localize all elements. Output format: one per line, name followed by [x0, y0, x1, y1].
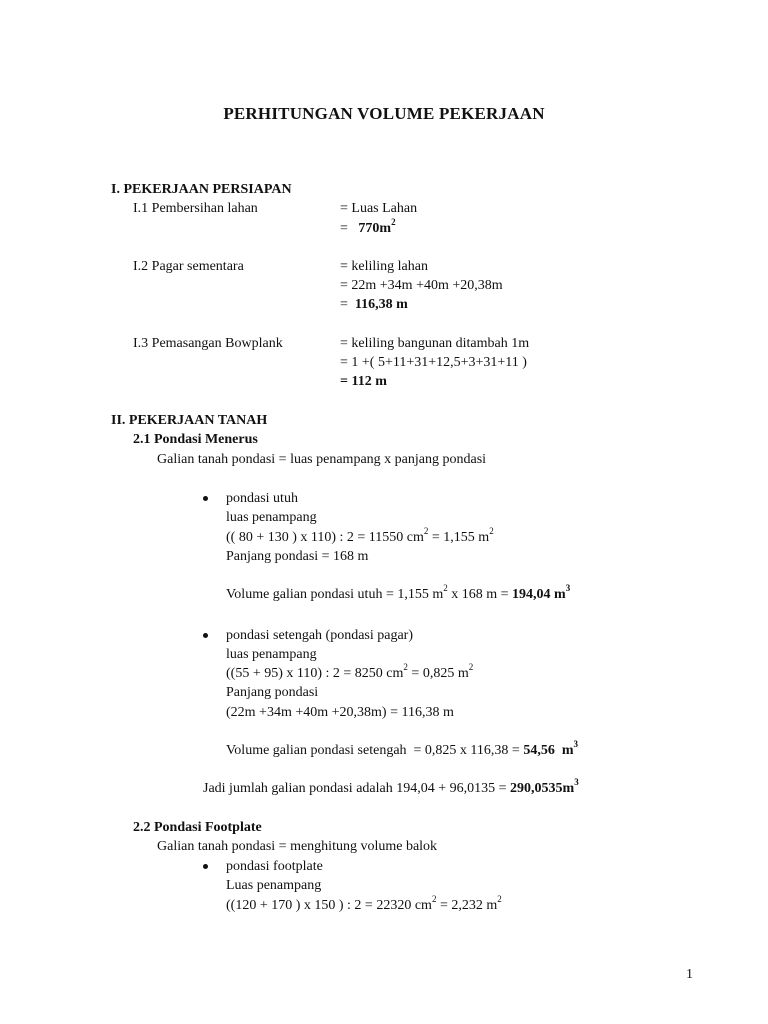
- bullet-2-line-2: ((55 + 95) x 110) : 2 = 8250 $cm^2 = 0,825$ $m^2$: [226, 662, 474, 681]
- bullet-2-title: pondasi setengah (pondasi pagar): [226, 628, 413, 643]
- item-1-2-label: I.2 Pagar sementara: [133, 259, 244, 274]
- bullet-2-volume-result: 54,56 m: [523, 743, 574, 758]
- bullet-1-line-3: Panjang pondasi = 168 m: [226, 549, 369, 564]
- bullet-icon: [203, 864, 208, 869]
- bullet-2-volume: Volume galian pondasi setengah = 0,825 x 116,38 = 54,56 $m^3$: [226, 739, 578, 758]
- item-1-2-eq2: = 22m +34m +40m +20,38m: [340, 278, 503, 293]
- subsection-2-1-intro: Galian tanah pondasi = luas penampang x panjang pondasi: [157, 452, 487, 467]
- item-1-2-result: 116,38 m: [354, 297, 408, 312]
- total-excavation: Jadi jumlah galian pondasi adalah $194,04 + 96,0135 = 290,0535m^3$: [203, 777, 579, 796]
- section-2-heading: II. PEKERJAAN TANAH: [111, 413, 268, 428]
- bullet-1-line-1: luas penampang: [226, 510, 317, 525]
- bullet-3-line-1: Luas penampang: [226, 878, 322, 893]
- item-1-3-eq2: = 1 +( 5+11+31+12,5+3+31+11 ): [340, 355, 527, 370]
- subsection-2-2-intro: Galian tanah pondasi = menghitung volume balok: [157, 839, 438, 854]
- page-number: 1: [686, 967, 693, 982]
- bullet-1-volume: Volume galian pondasi utuh = 1,155 $m^2$ x 168 m = 194,04 $m^3$: [226, 583, 571, 602]
- item-1-1-eq2: = $770m^2$: [340, 217, 396, 236]
- item-1-3-result: = 112 m: [340, 374, 387, 389]
- bullet-icon: [203, 633, 208, 638]
- bullet-2-line-1: luas penampang: [226, 647, 317, 662]
- item-1-2-eq3: = 116,38 m: [340, 297, 408, 312]
- bullet-2-line-4: (22m +34m +40m +20,38m) = 116,38 m: [226, 705, 454, 720]
- subsection-2-1-heading: 2.1 Pondasi Menerus: [133, 432, 258, 447]
- bullet-1-volume-result: 194,04 m: [512, 587, 566, 602]
- bullet-3-title: pondasi footplate: [226, 859, 323, 874]
- item-1-2-eq1: = keliling lahan: [340, 259, 428, 274]
- bullet-2-line-3: Panjang pondasi: [226, 685, 319, 700]
- item-1-1-label: I.1 Pembersihan lahan: [133, 201, 258, 216]
- item-1-1-result: 770m: [358, 221, 392, 236]
- total-excavation-result: 290,0535m: [510, 781, 575, 796]
- bullet-1-title: pondasi utuh: [226, 491, 298, 506]
- item-1-1-eq1: = Luas Lahan: [340, 201, 418, 216]
- item-1-3-eq1: = keliling bangunan ditambah 1m: [340, 336, 530, 351]
- bullet-3-line-2: ((120 + 170 ) x 150 ) : 2 = 22320 $cm^2 = 2,232$ $m^2$: [226, 894, 502, 913]
- subsection-2-2-heading: 2.2 Pondasi Footplate: [133, 820, 262, 835]
- item-1-3-label: I.3 Pemasangan Bowplank: [133, 336, 283, 351]
- bullet-icon: [203, 496, 208, 501]
- section-1-heading: I. PEKERJAAN PERSIAPAN: [111, 182, 292, 197]
- bullet-1-line-2: (( 80 + 130 ) x 110) : 2 = 11550 $cm^2 = 1,155$ $m^2$: [226, 526, 494, 545]
- document-title: PERHITUNGAN VOLUME PEKERJAAN: [223, 104, 545, 123]
